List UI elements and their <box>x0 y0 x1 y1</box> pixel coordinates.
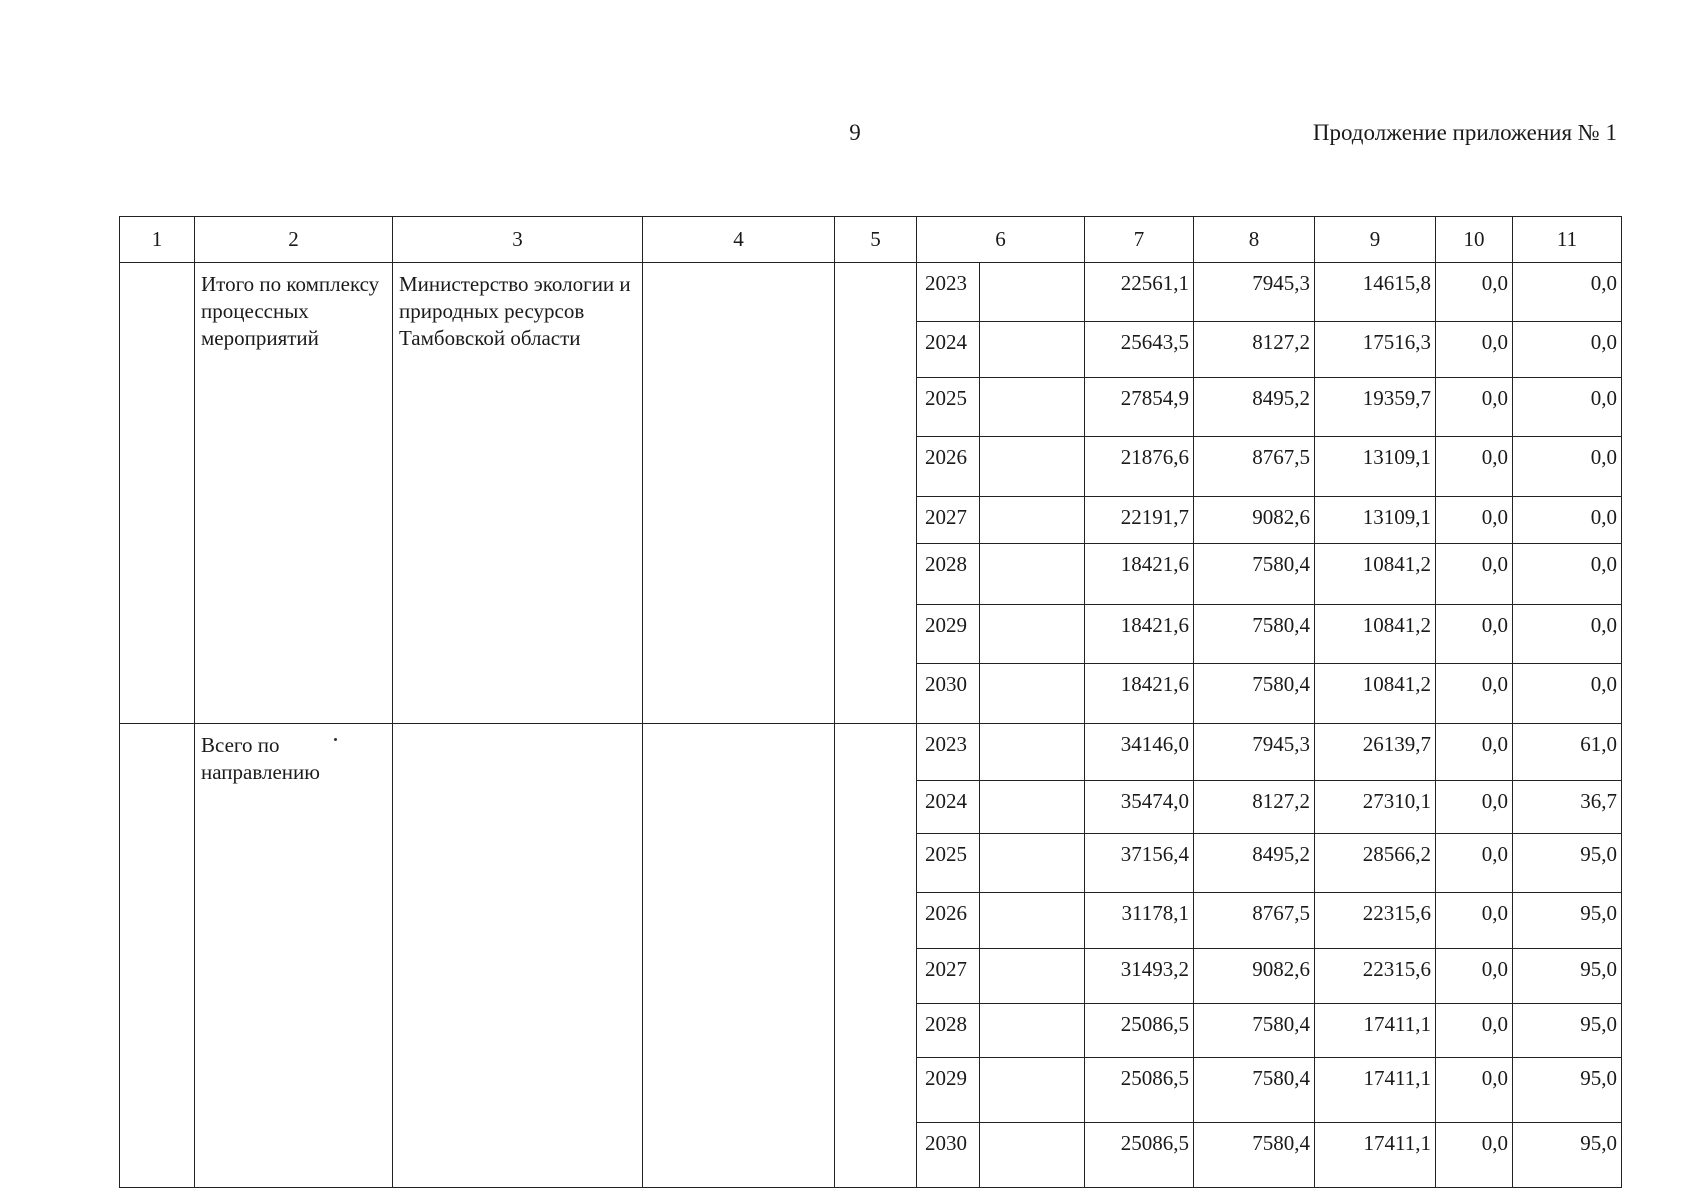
col10-value: 0,0 <box>1436 263 1513 322</box>
year-cell: 2028 <box>917 1004 980 1058</box>
col11-value: 95,0 <box>1513 893 1622 949</box>
group-title: Итого по комплексу процессных мероприятий <box>195 263 393 724</box>
empty-cell <box>980 378 1085 437</box>
col7-value: 18421,6 <box>1085 664 1194 724</box>
col11-value: 95,0 <box>1513 1058 1622 1123</box>
empty-cell <box>980 834 1085 893</box>
col9-value: 10841,2 <box>1315 544 1436 605</box>
column-header: 10 <box>1436 217 1513 263</box>
col9-value: 26139,7 <box>1315 724 1436 781</box>
page-number: 9 <box>849 120 861 145</box>
year-cell: 2030 <box>917 1123 980 1188</box>
year-cell: 2026 <box>917 893 980 949</box>
col8-value: 7580,4 <box>1194 544 1315 605</box>
col8-value: 8495,2 <box>1194 378 1315 437</box>
col11-value: 0,0 <box>1513 664 1622 724</box>
column-header: 8 <box>1194 217 1315 263</box>
year-cell: 2025 <box>917 834 980 893</box>
col11-value: 0,0 <box>1513 544 1622 605</box>
col7-value: 25086,5 <box>1085 1058 1194 1123</box>
col11-value: 95,0 <box>1513 1123 1622 1188</box>
empty-cell <box>980 724 1085 781</box>
empty-cell <box>980 605 1085 664</box>
col7-value: 25086,5 <box>1085 1123 1194 1188</box>
col9-value: 28566,2 <box>1315 834 1436 893</box>
col9-value: 13109,1 <box>1315 497 1436 544</box>
col10-value: 0,0 <box>1436 497 1513 544</box>
col10-value: 0,0 <box>1436 322 1513 378</box>
col11-value: 36,7 <box>1513 781 1622 834</box>
col8-value: 8495,2 <box>1194 834 1315 893</box>
col8-value: 9082,6 <box>1194 949 1315 1004</box>
col1-cell <box>120 724 195 1188</box>
col9-value: 22315,6 <box>1315 949 1436 1004</box>
col7-value: 37156,4 <box>1085 834 1194 893</box>
col8-value: 7580,4 <box>1194 1058 1315 1123</box>
responsible-executor <box>393 724 643 1188</box>
empty-cell <box>980 893 1085 949</box>
column-header: 11 <box>1513 217 1622 263</box>
col9-value: 27310,1 <box>1315 781 1436 834</box>
col10-value: 0,0 <box>1436 1058 1513 1123</box>
col11-value: 0,0 <box>1513 605 1622 664</box>
year-cell: 2024 <box>917 781 980 834</box>
empty-cell <box>980 437 1085 497</box>
col10-value: 0,0 <box>1436 781 1513 834</box>
col9-value: 19359,7 <box>1315 378 1436 437</box>
column-header-row <box>120 217 1622 263</box>
col7-value: 31178,1 <box>1085 893 1194 949</box>
col8-value: 8767,5 <box>1194 893 1315 949</box>
col11-value: 0,0 <box>1513 437 1622 497</box>
column-header: 3 <box>393 217 643 263</box>
col7-value: 18421,6 <box>1085 605 1194 664</box>
col11-value: 0,0 <box>1513 378 1622 437</box>
col7-value: 35474,0 <box>1085 781 1194 834</box>
col11-value: 95,0 <box>1513 1004 1622 1058</box>
col10-value: 0,0 <box>1436 893 1513 949</box>
column-header: 2 <box>195 217 393 263</box>
col5-cell <box>835 263 917 724</box>
col8-value: 8127,2 <box>1194 781 1315 834</box>
funding-table <box>119 216 1622 1188</box>
col9-value: 17411,1 <box>1315 1058 1436 1123</box>
col7-value: 31493,2 <box>1085 949 1194 1004</box>
col10-value: 0,0 <box>1436 544 1513 605</box>
col8-value: 8767,5 <box>1194 437 1315 497</box>
col7-value: 22561,1 <box>1085 263 1194 322</box>
col10-value: 0,0 <box>1436 437 1513 497</box>
empty-cell <box>980 322 1085 378</box>
col10-value: 0,0 <box>1436 378 1513 437</box>
column-header: 4 <box>643 217 835 263</box>
col10-value: 0,0 <box>1436 724 1513 781</box>
col11-value: 0,0 <box>1513 263 1622 322</box>
col8-value: 7580,4 <box>1194 1123 1315 1188</box>
empty-cell <box>980 664 1085 724</box>
col10-value: 0,0 <box>1436 949 1513 1004</box>
col9-value: 14615,8 <box>1315 263 1436 322</box>
col11-value: 95,0 <box>1513 834 1622 893</box>
col4-cell <box>643 263 835 724</box>
col1-cell <box>120 263 195 724</box>
col8-value: 7580,4 <box>1194 1004 1315 1058</box>
empty-cell <box>980 781 1085 834</box>
col9-value: 10841,2 <box>1315 605 1436 664</box>
col10-value: 0,0 <box>1436 664 1513 724</box>
year-cell: 2023 <box>917 263 980 322</box>
col10-value: 0,0 <box>1436 1004 1513 1058</box>
col9-value: 17516,3 <box>1315 322 1436 378</box>
col9-value: 22315,6 <box>1315 893 1436 949</box>
col8-value: 7580,4 <box>1194 664 1315 724</box>
responsible-executor: Министерство экологии и природных ресурсов Тамбовской области <box>393 263 643 724</box>
col7-value: 34146,0 <box>1085 724 1194 781</box>
column-header: 5 <box>835 217 917 263</box>
col9-value: 17411,1 <box>1315 1004 1436 1058</box>
table-row <box>120 724 1622 781</box>
empty-cell <box>980 497 1085 544</box>
col8-value: 7580,4 <box>1194 605 1315 664</box>
year-cell: 2023 <box>917 724 980 781</box>
col8-value: 8127,2 <box>1194 322 1315 378</box>
column-header: 1 <box>120 217 195 263</box>
column-header: 6 <box>917 217 1085 263</box>
year-cell: 2029 <box>917 1058 980 1123</box>
table-row <box>120 263 1622 322</box>
col10-value: 0,0 <box>1436 1123 1513 1188</box>
empty-cell <box>980 263 1085 322</box>
column-header: 9 <box>1315 217 1436 263</box>
col8-value: 7945,3 <box>1194 263 1315 322</box>
col7-value: 25086,5 <box>1085 1004 1194 1058</box>
scan-speck <box>334 738 337 741</box>
col9-value: 10841,2 <box>1315 664 1436 724</box>
empty-cell <box>980 544 1085 605</box>
empty-cell <box>980 1123 1085 1188</box>
col11-value: 0,0 <box>1513 497 1622 544</box>
col10-value: 0,0 <box>1436 834 1513 893</box>
column-header: 7 <box>1085 217 1194 263</box>
year-cell: 2025 <box>917 378 980 437</box>
col7-value: 27854,9 <box>1085 378 1194 437</box>
col10-value: 0,0 <box>1436 605 1513 664</box>
year-cell: 2030 <box>917 664 980 724</box>
col8-value: 9082,6 <box>1194 497 1315 544</box>
empty-cell <box>980 1004 1085 1058</box>
appendix-continuation-label: Продолжение приложения № 1 <box>1312 120 1617 145</box>
col9-value: 17411,1 <box>1315 1123 1436 1188</box>
year-cell: 2024 <box>917 322 980 378</box>
col7-value: 22191,7 <box>1085 497 1194 544</box>
empty-cell <box>980 949 1085 1004</box>
col11-value: 0,0 <box>1513 322 1622 378</box>
col8-value: 7945,3 <box>1194 724 1315 781</box>
col5-cell <box>835 724 917 1188</box>
year-cell: 2028 <box>917 544 980 605</box>
year-cell: 2026 <box>917 437 980 497</box>
col7-value: 21876,6 <box>1085 437 1194 497</box>
col11-value: 61,0 <box>1513 724 1622 781</box>
col9-value: 13109,1 <box>1315 437 1436 497</box>
group-title: Всего по направлению <box>195 724 393 1188</box>
empty-cell <box>980 1058 1085 1123</box>
year-cell: 2027 <box>917 949 980 1004</box>
col7-value: 25643,5 <box>1085 322 1194 378</box>
year-cell: 2029 <box>917 605 980 664</box>
year-cell: 2027 <box>917 497 980 544</box>
col4-cell <box>643 724 835 1188</box>
col11-value: 95,0 <box>1513 949 1622 1004</box>
col7-value: 18421,6 <box>1085 544 1194 605</box>
